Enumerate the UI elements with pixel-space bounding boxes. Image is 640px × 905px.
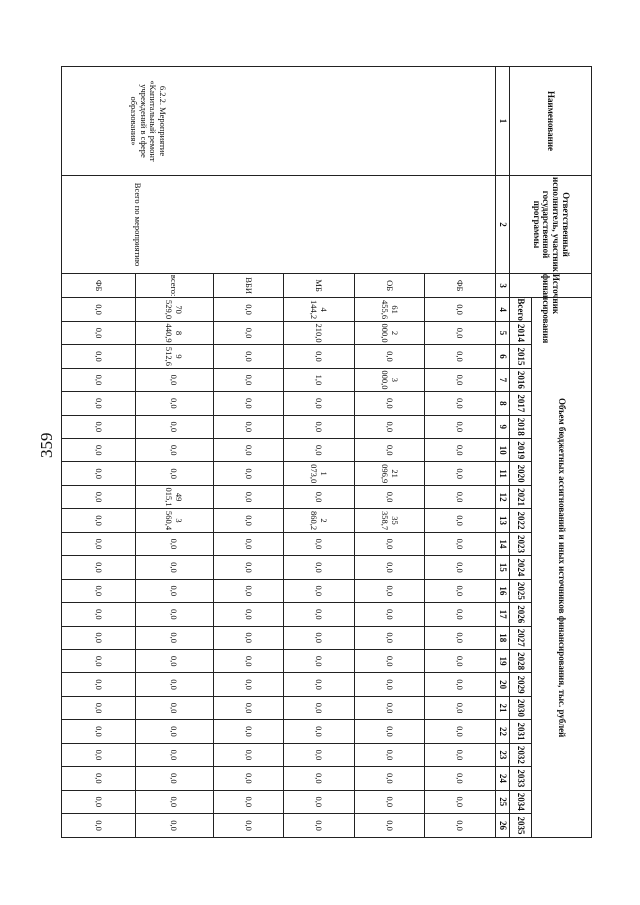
year-value: 0,0 xyxy=(136,415,214,438)
year-value: 0,0 xyxy=(425,415,496,438)
year-value: 0,0 xyxy=(213,673,284,696)
year-value: 0,0 xyxy=(213,439,284,462)
financing-table xyxy=(61,66,592,838)
header-year: 2029 xyxy=(510,673,532,696)
year-value: 0,0 xyxy=(354,720,425,743)
year-value: 0,0 xyxy=(213,509,284,532)
year-value: 0,0 xyxy=(354,485,425,508)
executor-cell: Всего по мероприятию xyxy=(62,176,496,274)
year-value: 2 000,0 xyxy=(354,321,425,344)
year-value: 0,0 xyxy=(354,603,425,626)
page-number: 359 xyxy=(37,432,56,458)
header-year: 2021 xyxy=(510,485,532,508)
rotated-table-container xyxy=(61,66,592,838)
total-value: 70 529,0 xyxy=(136,298,214,321)
year-value: 0,0 xyxy=(284,579,355,602)
year-value: 49 015,1 xyxy=(136,485,214,508)
year-value: 0,0 xyxy=(136,720,214,743)
year-value: 0,0 xyxy=(425,626,496,649)
header-year: 2014 xyxy=(510,321,532,344)
year-value: 0,0 xyxy=(354,790,425,813)
year-value: 0,0 xyxy=(213,743,284,766)
year-value: 210,0 xyxy=(284,321,355,344)
year-value: 0,0 xyxy=(213,392,284,415)
year-value: 0,0 xyxy=(354,579,425,602)
year-value: 0,0 xyxy=(62,345,136,368)
year-value: 0,0 xyxy=(136,603,214,626)
year-value: 0,0 xyxy=(62,649,136,672)
year-value: 0,0 xyxy=(213,345,284,368)
column-number: 8 xyxy=(496,392,510,415)
column-number: 1 xyxy=(496,67,510,176)
column-number: 23 xyxy=(496,743,510,766)
year-value: 0,0 xyxy=(62,767,136,790)
year-value: 0,0 xyxy=(136,649,214,672)
year-value: 0,0 xyxy=(425,603,496,626)
year-value: 0,0 xyxy=(213,626,284,649)
year-value: 0,0 xyxy=(62,532,136,555)
column-number: 13 xyxy=(496,509,510,532)
year-value: 0,0 xyxy=(136,696,214,719)
header-year: 2032 xyxy=(510,743,532,766)
year-value: 0,0 xyxy=(284,415,355,438)
year-value: 0,0 xyxy=(62,439,136,462)
column-number: 7 xyxy=(496,368,510,391)
year-value: 0,0 xyxy=(62,579,136,602)
header-year: 2022 xyxy=(510,509,532,532)
year-value: 0,0 xyxy=(284,439,355,462)
year-value: 0,0 xyxy=(354,696,425,719)
year-value: 3 560,4 xyxy=(136,509,214,532)
header-year: 2023 xyxy=(510,532,532,555)
column-number: 14 xyxy=(496,532,510,555)
year-value: 0,0 xyxy=(62,626,136,649)
year-value: 0,0 xyxy=(136,462,214,485)
year-value: 0,0 xyxy=(213,720,284,743)
year-value: 0,0 xyxy=(213,556,284,579)
year-value: 1 073,0 xyxy=(284,462,355,485)
funding-source: ФБ xyxy=(62,273,136,297)
column-number: 9 xyxy=(496,415,510,438)
header-year: 2033 xyxy=(510,767,532,790)
year-value: 0,0 xyxy=(62,790,136,813)
year-value: 0,0 xyxy=(354,415,425,438)
year-value: 0,0 xyxy=(425,368,496,391)
header-year: 2025 xyxy=(510,579,532,602)
funding-source: ВБИ xyxy=(213,273,284,297)
year-value: 0,0 xyxy=(425,673,496,696)
year-value: 0,0 xyxy=(284,814,355,838)
total-value: 0,0 xyxy=(425,298,496,321)
year-value: 0,0 xyxy=(136,556,214,579)
year-value: 0,0 xyxy=(284,485,355,508)
header-name: Наименование xyxy=(510,67,592,176)
column-number: 3 xyxy=(496,273,510,297)
year-value: 0,0 xyxy=(136,368,214,391)
column-number: 21 xyxy=(496,696,510,719)
column-number: 24 xyxy=(496,767,510,790)
year-value: 0,0 xyxy=(425,579,496,602)
header-year: 2017 xyxy=(510,392,532,415)
year-value: 0,0 xyxy=(425,321,496,344)
column-number: 2 xyxy=(496,176,510,274)
year-value: 0,0 xyxy=(62,485,136,508)
column-number: 26 xyxy=(496,814,510,838)
header-total: Всего xyxy=(510,298,532,321)
header-year: 2019 xyxy=(510,439,532,462)
year-value: 0,0 xyxy=(425,392,496,415)
year-value: 0,0 xyxy=(425,649,496,672)
year-value: 0,0 xyxy=(62,509,136,532)
year-value: 0,0 xyxy=(136,767,214,790)
year-value: 0,0 xyxy=(354,626,425,649)
year-value: 0,0 xyxy=(425,743,496,766)
year-value: 1,0 xyxy=(284,368,355,391)
year-value: 0,0 xyxy=(213,579,284,602)
total-value: 4 144,2 xyxy=(284,298,355,321)
year-value: 0,0 xyxy=(213,649,284,672)
year-value: 0,0 xyxy=(284,767,355,790)
column-number: 19 xyxy=(496,649,510,672)
year-value: 0,0 xyxy=(213,321,284,344)
header-year: 2030 xyxy=(510,696,532,719)
year-value: 0,0 xyxy=(284,532,355,555)
header-source: Источник финансирования xyxy=(510,273,592,297)
header-year: 2031 xyxy=(510,720,532,743)
year-value: 0,0 xyxy=(284,720,355,743)
year-value: 0,0 xyxy=(136,743,214,766)
year-value: 0,0 xyxy=(284,603,355,626)
year-value: 0,0 xyxy=(354,532,425,555)
year-value: 0,0 xyxy=(213,814,284,838)
year-value: 0,0 xyxy=(354,814,425,838)
year-value: 0,0 xyxy=(136,392,214,415)
header-year: 2028 xyxy=(510,649,532,672)
column-number: 10 xyxy=(496,439,510,462)
year-value: 0,0 xyxy=(213,767,284,790)
year-value: 0,0 xyxy=(136,673,214,696)
year-value: 0,0 xyxy=(136,439,214,462)
funding-source: всего: xyxy=(136,273,214,297)
year-value: 0,0 xyxy=(213,415,284,438)
year-value: 0,0 xyxy=(62,720,136,743)
year-value: 0,0 xyxy=(62,556,136,579)
total-value: 61 455,6 xyxy=(354,298,425,321)
column-number: 4 xyxy=(496,298,510,321)
year-value: 0,0 xyxy=(62,673,136,696)
year-value: 21 096,9 xyxy=(354,462,425,485)
year-value: 0,0 xyxy=(213,603,284,626)
year-value: 0,0 xyxy=(284,392,355,415)
year-value: 0,0 xyxy=(354,649,425,672)
year-value: 0,0 xyxy=(354,439,425,462)
year-value: 0,0 xyxy=(213,532,284,555)
year-value: 0,0 xyxy=(425,720,496,743)
year-value: 0,0 xyxy=(136,532,214,555)
year-value: 0,0 xyxy=(425,767,496,790)
year-value: 0,0 xyxy=(425,439,496,462)
year-value: 0,0 xyxy=(213,485,284,508)
year-value: 9 512,6 xyxy=(136,345,214,368)
year-value: 0,0 xyxy=(425,485,496,508)
year-value: 0,0 xyxy=(284,743,355,766)
funding-source: МБ xyxy=(284,273,355,297)
year-value: 0,0 xyxy=(425,696,496,719)
year-value: 0,0 xyxy=(136,790,214,813)
header-executor: Ответственный исполнитель, участник государственной программы xyxy=(510,176,592,274)
year-value: 0,0 xyxy=(425,790,496,813)
column-number: 15 xyxy=(496,556,510,579)
year-value: 0,0 xyxy=(425,462,496,485)
column-number: 17 xyxy=(496,603,510,626)
year-value: 0,0 xyxy=(425,345,496,368)
year-value: 0,0 xyxy=(284,673,355,696)
header-year: 2026 xyxy=(510,603,532,626)
year-value: 0,0 xyxy=(62,603,136,626)
header-year: 2015 xyxy=(510,345,532,368)
year-value: 0,0 xyxy=(354,392,425,415)
year-value: 0,0 xyxy=(62,462,136,485)
year-value: 35 358,7 xyxy=(354,509,425,532)
funding-source: ОБ xyxy=(354,273,425,297)
header-year: 2034 xyxy=(510,790,532,813)
year-value: 0,0 xyxy=(213,462,284,485)
year-value: 0,0 xyxy=(354,743,425,766)
year-value: 0,0 xyxy=(213,696,284,719)
column-number: 25 xyxy=(496,790,510,813)
year-value: 0,0 xyxy=(284,345,355,368)
year-value: 0,0 xyxy=(425,814,496,838)
total-value: 0,0 xyxy=(62,298,136,321)
year-value: 0,0 xyxy=(354,556,425,579)
column-number: 6 xyxy=(496,345,510,368)
year-value: 0,0 xyxy=(62,392,136,415)
activity-name: 6.2.2. Мероприятие «Капитальный ремонт учреждений в сфере образования» xyxy=(62,67,496,176)
year-value: 0,0 xyxy=(136,814,214,838)
header-year: 2016 xyxy=(510,368,532,391)
total-value: 0,0 xyxy=(213,298,284,321)
year-value: 0,0 xyxy=(425,556,496,579)
year-value: 0,0 xyxy=(62,743,136,766)
header-year: 2027 xyxy=(510,626,532,649)
year-value: 0,0 xyxy=(62,368,136,391)
column-number: 20 xyxy=(496,673,510,696)
header-year: 2024 xyxy=(510,556,532,579)
funding-source: ФБ xyxy=(425,273,496,297)
year-value: 0,0 xyxy=(425,509,496,532)
year-value: 0,0 xyxy=(62,696,136,719)
column-number: 16 xyxy=(496,579,510,602)
column-number: 18 xyxy=(496,626,510,649)
year-value: 0,0 xyxy=(354,767,425,790)
year-value: 0,0 xyxy=(62,814,136,838)
column-number: 12 xyxy=(496,485,510,508)
table-row xyxy=(425,67,496,838)
year-value: 0,0 xyxy=(284,790,355,813)
year-value: 0,0 xyxy=(62,321,136,344)
header-volume: Объем бюджетных ассигнований и иных источников финансирования, тыс. рублей xyxy=(532,298,592,838)
year-value: 0,0 xyxy=(425,532,496,555)
year-value: 0,0 xyxy=(62,415,136,438)
year-value: 8 440,9 xyxy=(136,321,214,344)
year-value: 0,0 xyxy=(354,345,425,368)
year-value: 3 000,0 xyxy=(354,368,425,391)
header-year: 2018 xyxy=(510,415,532,438)
year-value: 0,0 xyxy=(284,649,355,672)
year-value: 0,0 xyxy=(213,368,284,391)
column-number: 5 xyxy=(496,321,510,344)
year-value: 0,0 xyxy=(284,696,355,719)
year-value: 0,0 xyxy=(213,790,284,813)
year-value: 2 860,2 xyxy=(284,509,355,532)
year-value: 0,0 xyxy=(136,579,214,602)
column-number: 22 xyxy=(496,720,510,743)
year-value: 0,0 xyxy=(354,673,425,696)
year-value: 0,0 xyxy=(136,626,214,649)
year-value: 0,0 xyxy=(284,556,355,579)
header-year: 2035 xyxy=(510,814,532,838)
year-value: 0,0 xyxy=(284,626,355,649)
column-number: 11 xyxy=(496,462,510,485)
header-year: 2020 xyxy=(510,462,532,485)
